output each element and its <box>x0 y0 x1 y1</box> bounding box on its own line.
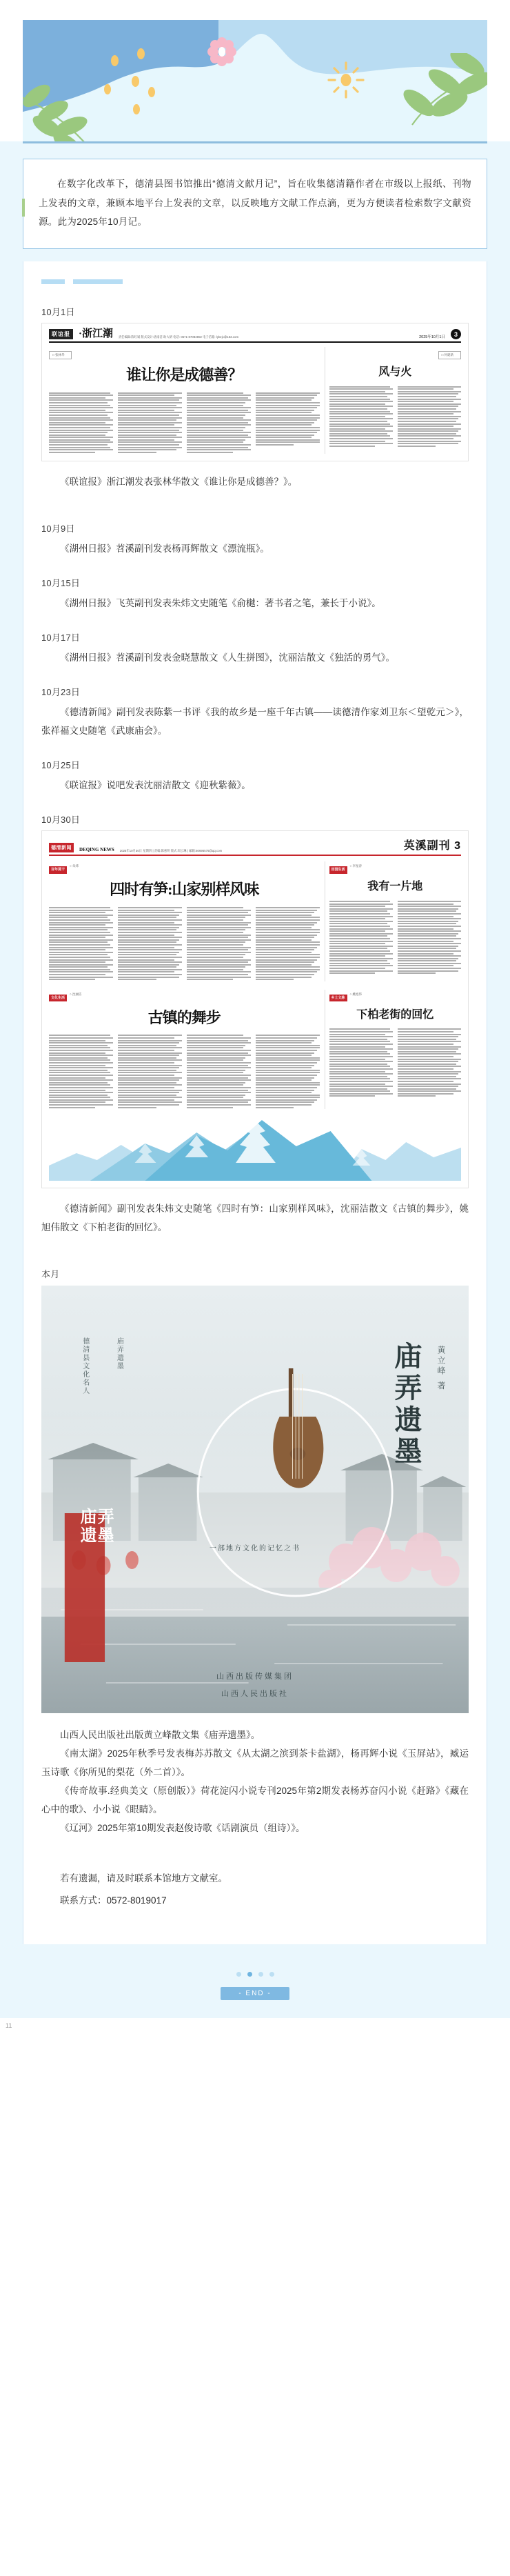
poster-side-text-2: 庙弄遗墨 <box>115 1337 123 1370</box>
newspaper-text-columns <box>329 899 461 975</box>
newspaper-logo: 联谊报 <box>49 329 73 339</box>
newspaper-logo: 德清新闻 <box>49 843 74 852</box>
month-item: 《传奇故事.经典美文（原创版）》荷花淀闪小说专刊2025年第2期发表杨苏奋闪小说《赶路》《藏在心中的歌》、小小说《眼睛》。 <box>41 1786 469 1815</box>
newspaper-tag: 乡土文脉 <box>329 995 347 1001</box>
poster-tagline: 一部地方文化的记忆之书 <box>210 1545 300 1553</box>
dot-icon <box>137 48 145 59</box>
intro-box <box>23 159 487 249</box>
date-label: 10月17日 <box>41 632 81 643</box>
newspaper-byline: ○ 李星涛 <box>349 864 363 868</box>
newspaper-text-columns <box>49 906 320 981</box>
dot-indicator-active[interactable] <box>247 1972 252 1977</box>
newspaper-supplement-name: ·浙江潮 <box>79 328 114 340</box>
dot-indicator[interactable] <box>269 1972 274 1977</box>
content-section <box>0 261 510 1958</box>
book-poster <box>41 1286 469 1713</box>
dot-icon <box>132 76 139 87</box>
newspaper-headline: 下柏老街的回忆 <box>356 1008 434 1021</box>
newspaper-headline: 四时有笋:山家别样风味 <box>110 881 259 899</box>
poster-subtitle: 黄立峰 著 <box>436 1346 446 1392</box>
poster-title-vertical: 庙弄遗墨 <box>80 1508 115 1545</box>
page-number: 11 <box>0 2018 510 2036</box>
sun-icon <box>326 60 366 100</box>
poster-publisher: 山西出版传媒集团 <box>216 1672 294 1681</box>
newspaper-byline: ○ 朱炜 <box>70 864 79 868</box>
entry-text: 《德清新闻》副刊发表朱炜文史随笔《四时有笋：山家别样风味》，沈丽洁散文《古镇的舞步》，姚旭伟散文《下柏老街的回忆》。 <box>41 1204 469 1233</box>
month-item: 山西人民出版社出版黄立峰散文集《庙弄遗墨》。 <box>60 1730 261 1741</box>
newspaper-meta: 2025年10月30日 星期四 | 责编:陈惠明 版式:周云琳 | 邮箱:50695575@qq.com <box>119 848 223 852</box>
newspaper-scan-lianyibao <box>41 323 469 461</box>
entry-text: 《湖州日报》苕溪副刊发表金晓慧散文《人生拼图》，沈丽洁散文《独活的勇气》。 <box>60 652 395 663</box>
header-illustration <box>23 20 487 141</box>
end-bar <box>0 1986 510 2018</box>
newspaper-tag: 百年莫干 <box>49 866 67 873</box>
tab-mark-short <box>41 279 65 284</box>
month-item: 《辽河》2025年第10期发表赵俊诗歌《话剧演员（组诗）》。 <box>60 1823 305 1834</box>
date-label: 10月1日 <box>41 307 75 318</box>
entry-text: 《德清新闻》副刊发表陈紫一书评《我的故乡是一座千年古镇——读德清作家刘卫东＜望乾元＞》，张祥福文史随笔《武康庙会》。 <box>41 707 469 737</box>
newspaper-tag: 田园生活 <box>329 866 347 873</box>
newspaper-page-number: 3 <box>451 329 461 339</box>
newspaper-headline: 谁让你是成德善？ <box>126 366 243 384</box>
leaf-branch-icon <box>23 83 127 141</box>
dot-icon <box>148 87 155 97</box>
date-label: 10月9日 <box>41 523 75 535</box>
newspaper-text-columns <box>329 385 461 448</box>
newspaper-section-title: 英溪副刊 3 <box>403 840 461 852</box>
month-item: 《南太湖》2025年秋季号发表梅苏苏散文《从太湖之滨到茶卡盐湖》，杨再辉小说《玉屏站》，臧运玉诗歌《你所见的梨花（外二首）》。 <box>41 1748 469 1778</box>
mountain-illustration <box>49 1115 461 1181</box>
intro-section <box>0 141 510 261</box>
divider <box>23 141 487 143</box>
newspaper-tag: 文化生活 <box>49 995 67 1001</box>
newspaper-kicker: □ 张林华 <box>49 351 72 359</box>
newspaper-scan-deqingnews <box>41 830 469 1188</box>
newspaper-byline: ○ 沈丽洁 <box>70 992 82 996</box>
newspaper-headline: 我有一片地 <box>367 881 423 893</box>
entry-text: 《联谊报》浙江潮发表张林华散文《谁让你是成德善？》。 <box>60 477 298 488</box>
newspaper-meta: 责任编辑:陈红斌 版式设计:唐南洁 助大朗 电话: 0571-87084902 电子信箱: lybzjc@163.com <box>119 335 239 339</box>
dot-icon <box>133 104 140 114</box>
entry-text: 《联谊报》说吧发表沈丽洁散文《迎秋紫薇》。 <box>60 780 251 791</box>
newspaper-date: 2025年10月1日 <box>419 335 445 340</box>
tab-mark-long <box>73 279 123 284</box>
newspaper-masthead <box>49 329 461 343</box>
newspaper-byline: ○ 姚旭伟 <box>349 992 363 996</box>
dot-indicator[interactable] <box>236 1972 241 1977</box>
leaf-branch-icon <box>364 53 487 136</box>
date-label: 10月25日 <box>41 760 81 771</box>
footer-contact: 联系方式：0572-8019017 <box>60 1895 167 1906</box>
month-label: 本月 <box>41 1269 60 1280</box>
newspaper-logo-en: DEQING NEWS <box>79 847 114 853</box>
flower-icon <box>207 37 236 66</box>
newspaper-kicker: □ 何建新 <box>438 351 461 359</box>
content-card <box>23 261 487 1944</box>
newspaper-masthead <box>49 837 461 856</box>
newspaper-headline: 风与火 <box>378 366 412 379</box>
intro-text: 在数字化改革下，德清县图书馆推出“德清文献月记”，旨在收集德清籍作者在市级以上报纸、刊物上发表的文章，兼顾本地平台上发表的文章，以反映地方文献工作点滴，更为方便读者检索数字文献资源。此为2025年10月记。 <box>39 179 471 228</box>
date-label: 10月23日 <box>41 687 81 698</box>
poster-publisher-sub: 山西人民出版社 <box>221 1689 289 1698</box>
footer-note: 若有遗漏，请及时联系本馆地方文献室。 <box>60 1873 227 1884</box>
poster-side-text-1: 德清县文化名人 <box>81 1337 89 1395</box>
date-label: 10月15日 <box>41 578 81 589</box>
newspaper-text-columns <box>49 391 320 454</box>
date-label: 10月30日 <box>41 815 81 826</box>
book-cover-image <box>41 1286 469 1713</box>
newspaper-text-columns <box>49 1034 320 1109</box>
poster-title-main: 庙弄遗墨 <box>391 1341 422 1468</box>
newspaper-headline: 古镇的舞步 <box>147 1008 221 1026</box>
decorative-header <box>0 0 510 141</box>
end-label: - END - <box>221 1987 289 2000</box>
newspaper-text-columns <box>329 1028 461 1098</box>
tab-marker <box>41 279 474 284</box>
dot-indicator[interactable] <box>258 1972 263 1977</box>
pagination-dots[interactable] <box>0 1958 510 1986</box>
entry-text: 《湖州日报》苕溪副刊发表杨再辉散文《漂流瓶》。 <box>60 543 269 555</box>
dot-icon <box>111 55 119 66</box>
entry-text: 《湖州日报》飞英副刊发表朱炜文史随笔《俞樾：著书者之笔，兼长于小说》。 <box>60 598 381 609</box>
